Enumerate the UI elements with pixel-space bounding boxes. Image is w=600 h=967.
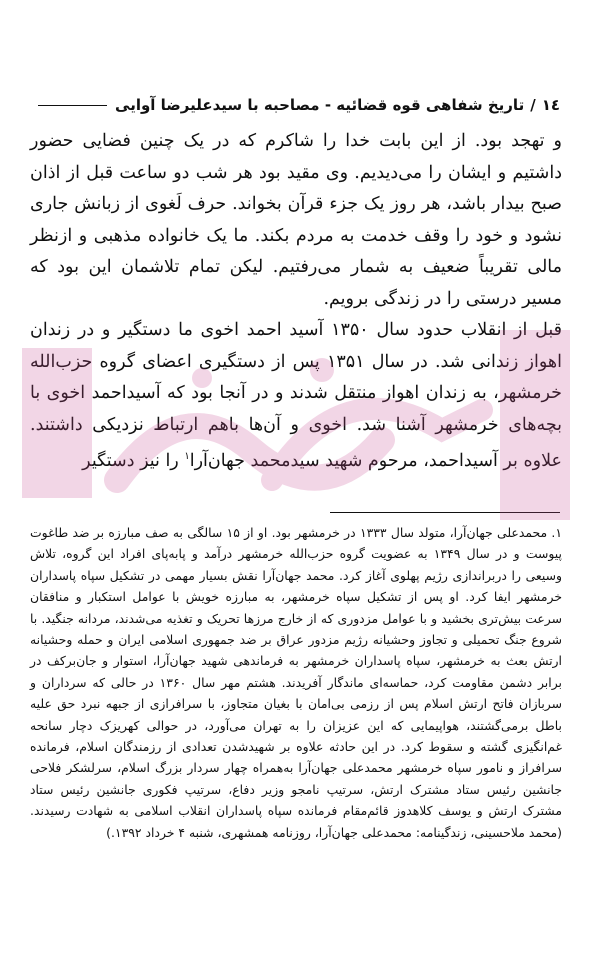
paragraph-2-end: را نیز دستگیر <box>82 450 185 471</box>
paragraph-2-start: قبل از انقلاب حدود سال ۱۳۵۰ آسید احمد اخوی ما دستگیر و در زندان اهواز زندانی شد. در سال ۱۳۵۱ پس از دستگیری اعضای گروه حزب‌الله خرمشهر، به زندان اهواز منتقل شدند و در آنجا بود که آسیداحمد اخوی با بچه‌های خرمشهر آشنا شد. اخوی و آن‌ها باهم ارتباط نزدیکی داشتند. علاوه بر آسیداحمد، مرحوم شهید سیدمحمد جهان‌آرا <box>30 320 562 471</box>
running-header <box>38 92 560 118</box>
footnote-text: ۱. محمدعلی جهان‌آرا، متولد سال ۱۳۳۳ در خرمشهر بود. او از ۱۵ سالگی به صف مبارزه بر ضد طاغوت پیوست و در سال ۱۳۴۹ به عضویت گروه حزب‌الله خرمشهر درآمد و پابه‌پای افراد این گروه، تلاش وسیعی را دربراندازی رژیم پهلوی آغاز کرد. محمد جهان‌آرا نقش بسیار مهمی در تشکیل سپاه پاسداران خرمشهر ایفا کرد. او پس از تشکیل سپاه خرمشهر، به مبارزه خویش با عوامل استکبار و منافقان سرعت بیش‌تری بخشید و با عوامل مزدوری که از خارج مرزها تحریک و تغذیه می‌شدند، مردانه جنگید. با شروع جنگ تحمیلی و تجاوز وحشیانه رژیم مزدور عراق بر ضد جمهوری اسلامی ایران و حمله وحشیانه ارتش بعث به خرمشهر، سپاه پاسداران خرمشهر به فرماندهی شهید جهان‌آرا، استوار و جان‌برکف در برابر دشمن مقاومت کرد، حماسه‌ای ماندگار آفریدند. هشتم مهر سال ۱۳۶۰ در حالی که سرداران و سربازان فاتح ارتش اسلام پس از رزمی بی‌امان با بغیان متجاوز، با سرافرازی از جبهه نبرد حق علیه باطل برمی‌گشتند، هواپیمایی که این عزیزان را به تهران می‌آورد، در حوالی کهریزک دچار سانحه غم‌انگیزی گشته و سقوط کرد. در این حادثه علاوه بر شهیدشدن تعدادی از رزمندگان اسلام، فرمانده سرافراز و نامور سپاه خرمشهر محمدعلی جهان‌آرا به‌همراه چهار سردار بزرگ اسلام، سرلشکر فلاحی جانشین رئیس ستاد مشترک ارتش، سرتیپ نامجو وزیر دفاع، سرتیپ فکوری جانشین رئیس ستاد مشترک ارتش و یوسف کلاهدوز قائم‌مقام فرمانده سپاه پاسداران انقلاب اسلامی به شهادت رسیدند. (محمد ملاحسینی، زندگینامه: محمدعلی جهان‌آرا، روزنامه همشهری، شنبه ۴ خرداد ۱۳۹۲.) <box>30 525 562 840</box>
header-separator: / <box>530 96 536 114</box>
paragraph-2 <box>30 315 562 477</box>
header-title: تاریخ شفاهی قوه قضائیه - مصاحبه با سیدعلیرضا آوایی <box>115 96 525 114</box>
footnote-marker[interactable]: ١ <box>184 451 190 462</box>
header-rule <box>38 105 107 106</box>
main-text <box>30 126 562 477</box>
paragraph-1: و تهجد بود. از این بابت خدا را شاکرم که در یک چنین فضایی حضور داشتیم و ایشان را می‌دیدیم. وی مقید بود هر شب دو ساعت قبل از اذان صبح بیدار باشد، هر روز یک جزء قرآن بخواند. حرف لَغوی از زبانش جاری نشود و خود را وقف خدمت به مردم بکند. ما یک خانواده مذهبی و ازنظر مالی تقریباً ضعیف به شمار می‌رفتیم. لیکن تمام تلاشمان این بود که مسیر درستی را در زندگی برویم. <box>30 131 562 309</box>
page-number: ١٤ <box>541 96 560 114</box>
footnote-divider <box>330 512 560 513</box>
